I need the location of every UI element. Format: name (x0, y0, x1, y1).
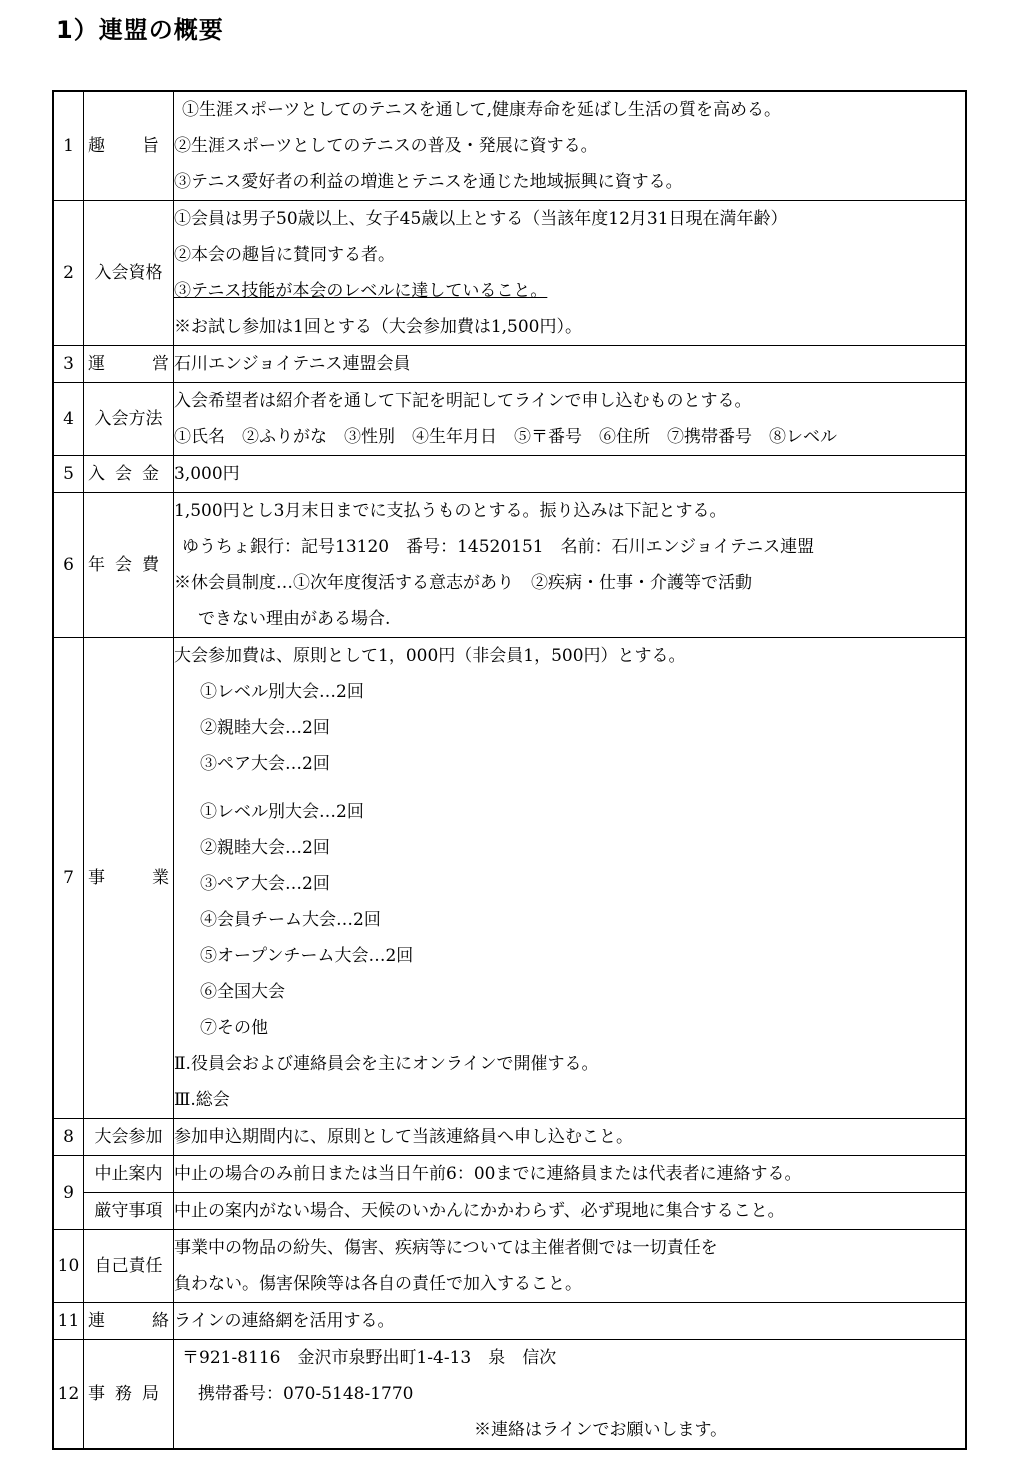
content-line: 中止の場合のみ前日または当日午前6：00までに連絡員または代表者に連絡する。 (174, 1164, 802, 1184)
row-number: 7 (53, 638, 84, 1119)
row-label: 入会方法 (84, 383, 174, 456)
content-line: 〒921-8116 金沢市泉野出町1-4-13 泉 信次 (182, 1348, 557, 1368)
content-line: 負わない。傷害保険等は各自の責任で加入すること。 (174, 1274, 582, 1294)
content-line: ②親睦大会…2回 (200, 838, 330, 858)
content-line: ※休会員制度…①次年度復活する意志があり ②疾病・仕事・介護等で活動 (174, 573, 752, 593)
row-label: 中止案内 (84, 1156, 174, 1193)
row-label: 厳守事項 (84, 1193, 174, 1230)
content-line: ③ペア大会…2回 (200, 874, 330, 894)
row-content (174, 1193, 967, 1230)
row-number: 1 (53, 91, 84, 201)
content-line: ①生涯スポーツとしてのテニスを通して,健康寿命を延ばし生活の質を高める。 (182, 100, 782, 120)
content-line: ②本会の趣旨に賛同する者。 (174, 245, 395, 265)
table-row (53, 383, 966, 456)
content-line: ③テニス愛好者の利益の増進とテニスを通じた地域振興に資する。 (174, 172, 683, 192)
content-line: ラインの連絡網を活用する。 (174, 1311, 395, 1331)
row-label: 連 絡 (84, 1303, 174, 1340)
content-line: 事業中の物品の紛失、傷害、疾病等については主催者側では一切責任を (174, 1238, 718, 1258)
table-row (53, 1340, 966, 1450)
content-line: ゆうちょ銀行：記号13120 番号：14520151 名前：石川エンジョイテニス連盟 (182, 537, 815, 557)
overview-table (52, 90, 967, 1450)
content-line: ③ペア大会…2回 (200, 754, 330, 774)
row-label: 年会費 (84, 493, 174, 638)
content-line: ①レベル別大会…2回 (200, 802, 364, 822)
content-line: 3,000円 (174, 464, 240, 484)
content-line: ※連絡はラインでお願いします。 (474, 1420, 728, 1440)
content-line: できない理由がある場合. (198, 609, 391, 629)
content-line: Ⅲ.総会 (174, 1090, 230, 1110)
table-row (53, 638, 966, 1119)
content-line: 参加申込期間内に、原則として当該連絡員へ申し込むこと。 (174, 1127, 633, 1147)
row-label: 入会金 (84, 456, 174, 493)
row-label: 運 営 (84, 346, 174, 383)
row-label: 大会参加 (84, 1119, 174, 1156)
content-line: 中止の案内がない場合、天候のいかんにかかわらず、必ず現地に集合すること。 (174, 1201, 785, 1221)
content-line: ④会員チーム大会…2回 (200, 910, 381, 930)
table-row (53, 1303, 966, 1340)
content-line: 1,500円とし3月末日までに支払うものとする。振り込みは下記とする。 (174, 501, 727, 521)
table-row (53, 201, 966, 346)
row-content (174, 493, 967, 638)
content-line: ③テニス技能が本会のレベルに達していること。 (174, 281, 548, 301)
row-content (174, 1340, 967, 1450)
row-content (174, 1303, 967, 1340)
content-line: 入会希望者は紹介者を通して下記を明記してラインで申し込むものとする。 (174, 391, 752, 411)
row-content (174, 383, 967, 456)
content-line: Ⅱ.役員会および連絡員会を主にオンラインで開催する。 (174, 1054, 599, 1074)
content-line: ①レベル別大会…2回 (200, 682, 364, 702)
table-row (53, 493, 966, 638)
table-row (53, 1119, 966, 1156)
row-label: 事 業 (84, 638, 174, 1119)
row-label: 趣 旨 (84, 91, 174, 201)
row-content (174, 1119, 967, 1156)
row-number: 8 (53, 1119, 84, 1156)
content-line: ①会員は男子50歳以上、女子45歳以上とする（当該年度12月31日現在満年齢） (174, 209, 788, 229)
row-number: 5 (53, 456, 84, 493)
row-number: 2 (53, 201, 84, 346)
row-label: 自己責任 (84, 1230, 174, 1303)
row-number: 9 (53, 1156, 84, 1230)
content-line: ⑥全国大会 (200, 982, 285, 1002)
row-content (174, 91, 967, 201)
row-content (174, 1156, 967, 1193)
content-line: 大会参加費は、原則として1，000円（非会員1，500円）とする。 (174, 646, 686, 666)
content-line: ②親睦大会…2回 (200, 718, 330, 738)
table-row (53, 1230, 966, 1303)
row-label: 入会資格 (84, 201, 174, 346)
row-number: 6 (53, 493, 84, 638)
table-row (53, 456, 966, 493)
table-row (53, 1193, 966, 1230)
row-number: 10 (53, 1230, 84, 1303)
content-line: ①氏名 ②ふりがな ③性別 ④生年月日 ⑤〒番号 ⑥住所 ⑦携帯番号 ⑧レベル (174, 427, 837, 447)
content-line: ⑦その他 (200, 1018, 268, 1038)
row-number: 12 (53, 1340, 84, 1450)
row-content (174, 346, 967, 383)
content-line: ②生涯スポーツとしてのテニスの普及・発展に資する。 (174, 136, 598, 156)
table-row (53, 91, 966, 201)
table-row (53, 1156, 966, 1193)
content-line: ※お試し参加は1回とする（大会参加費は1,500円）。 (174, 317, 582, 337)
content-line: 石川エンジョイテニス連盟会員 (174, 354, 411, 374)
row-number: 3 (53, 346, 84, 383)
row-content (174, 456, 967, 493)
page-title: 1）連盟の概要 (56, 16, 224, 44)
content-line: ⑤オープンチーム大会…2回 (200, 946, 414, 966)
row-content (174, 638, 967, 1119)
row-content (174, 201, 967, 346)
row-number: 11 (53, 1303, 84, 1340)
spacer (174, 782, 965, 794)
content-line: 携帯番号：070-5148-1770 (198, 1384, 414, 1404)
row-content (174, 1230, 967, 1303)
row-number: 4 (53, 383, 84, 456)
table-row (53, 346, 966, 383)
row-label: 事務局 (84, 1340, 174, 1450)
